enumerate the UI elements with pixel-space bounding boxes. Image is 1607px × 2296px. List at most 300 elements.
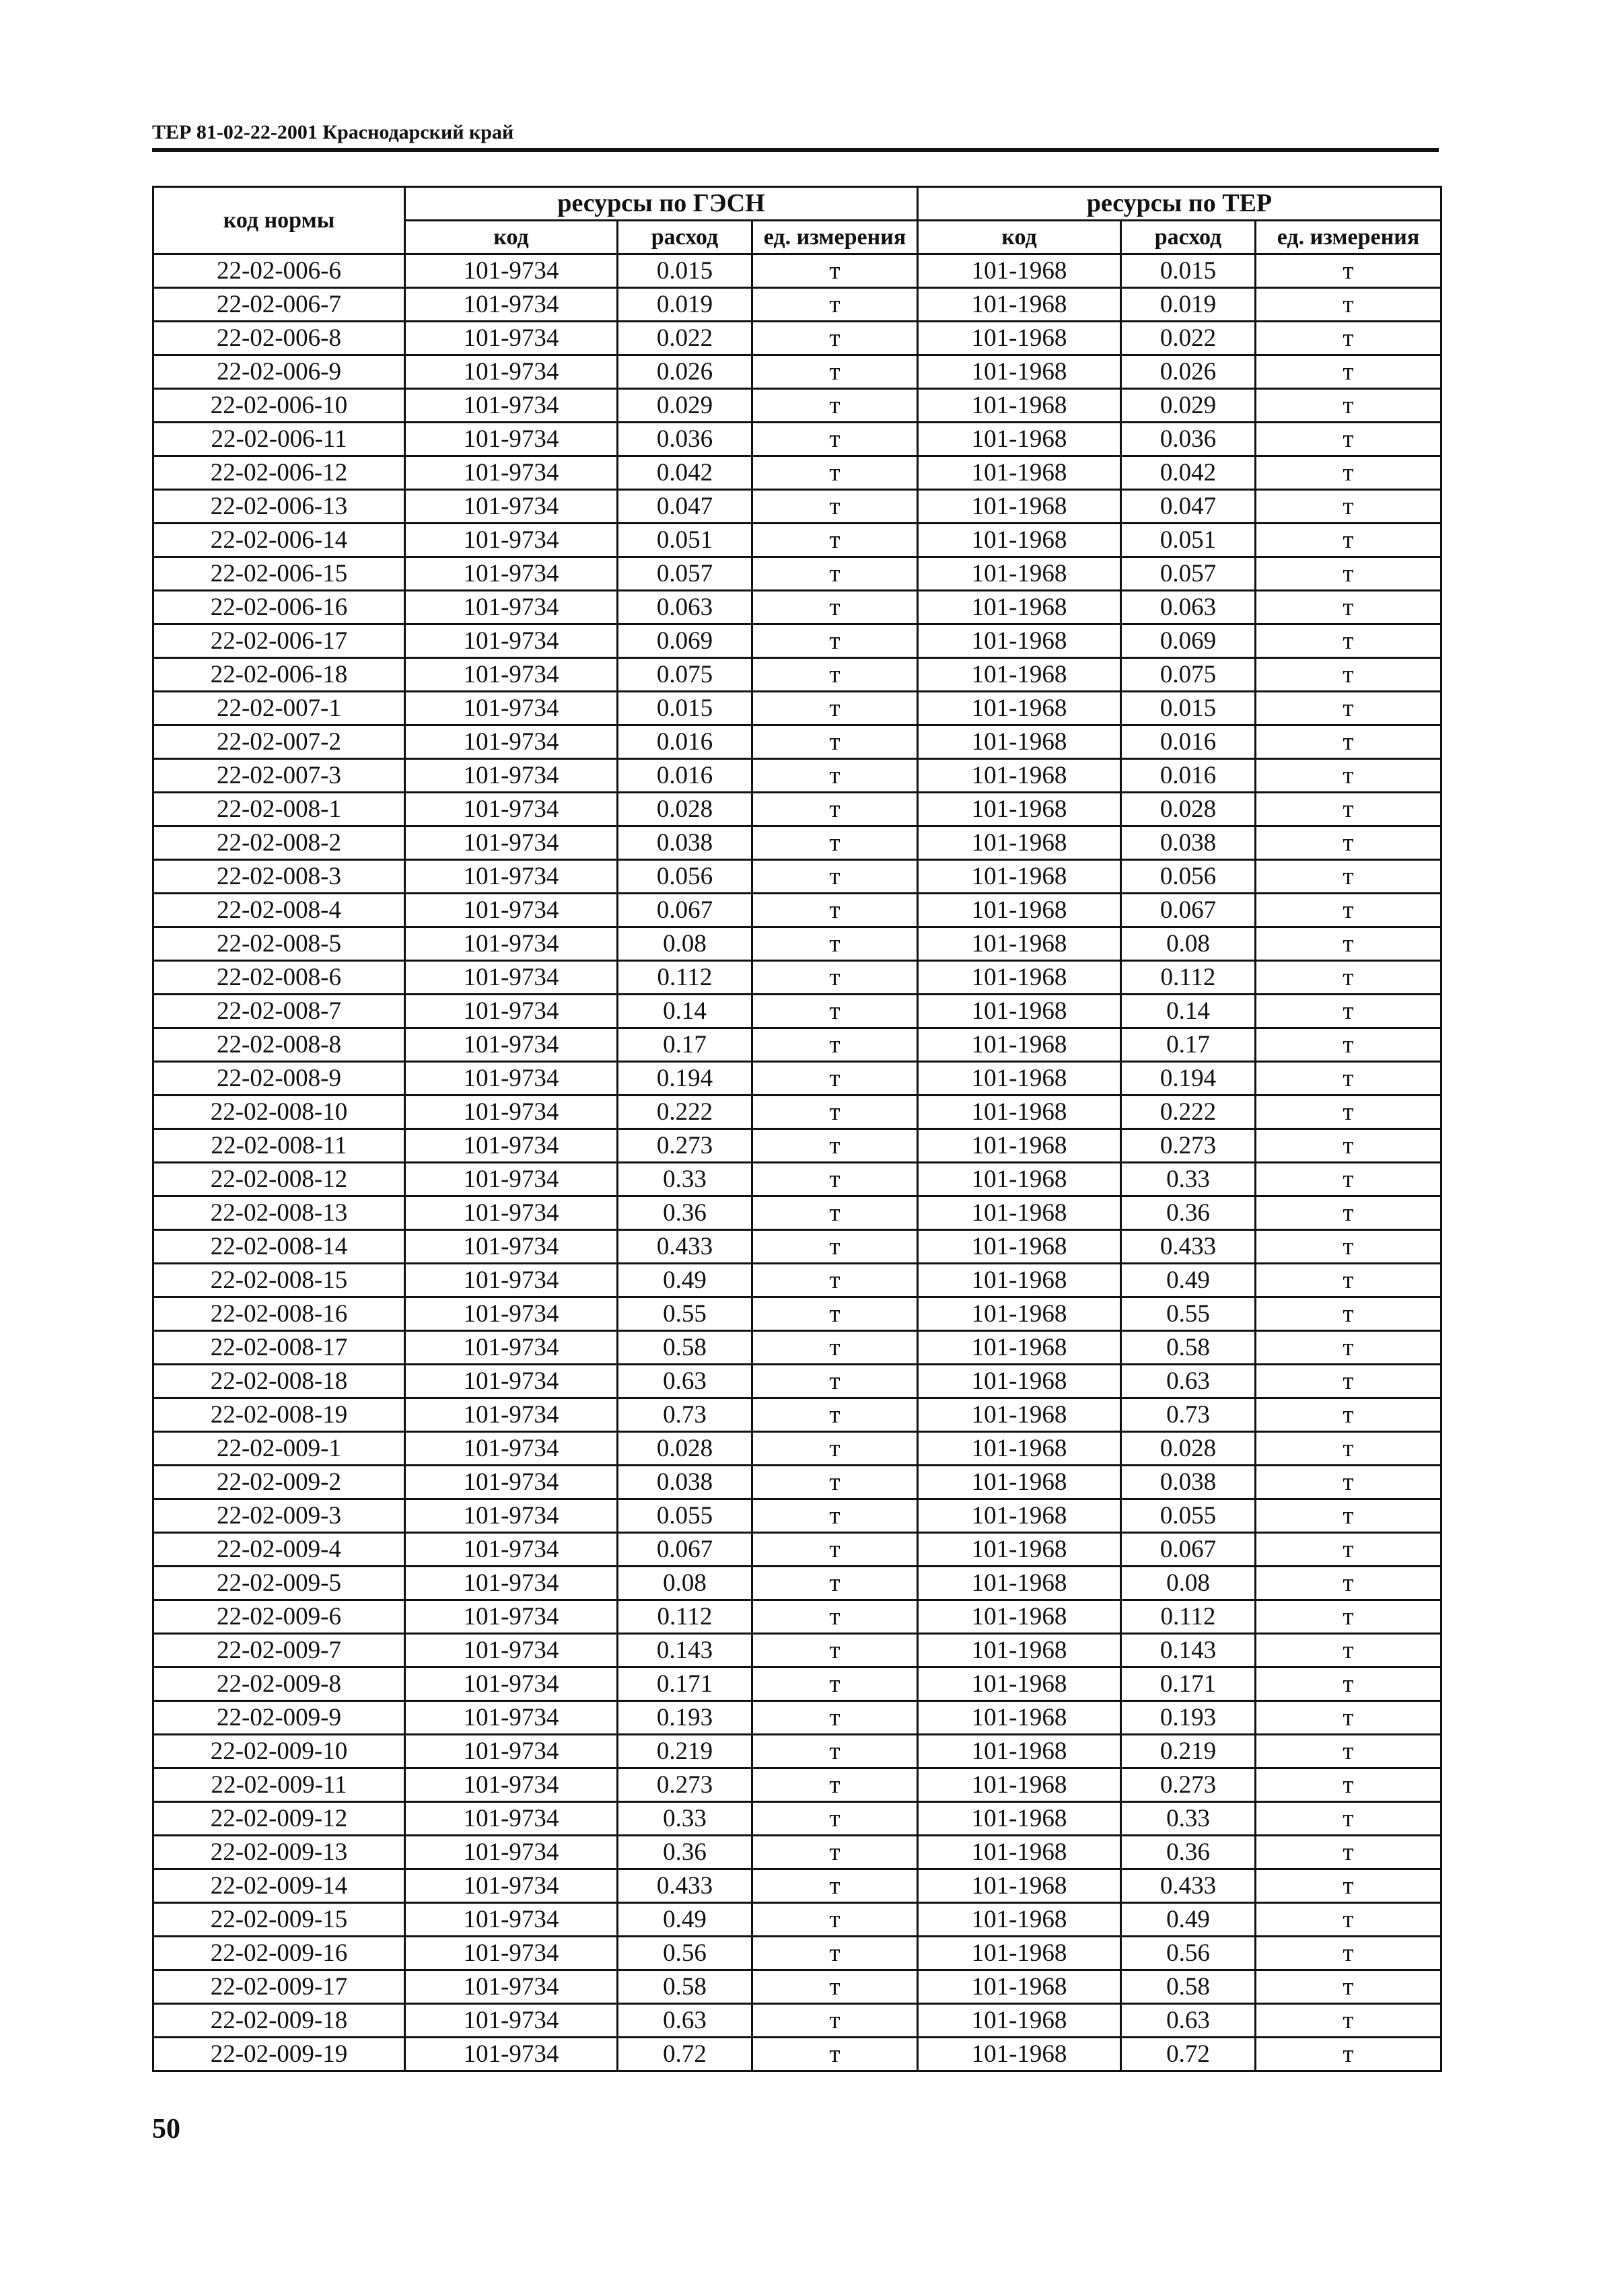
ter-unit-cell: т (1256, 2038, 1441, 2071)
gesn-unit-cell: т (752, 1701, 918, 1735)
gesn-code-cell: 101-9734 (405, 860, 618, 894)
ter-unit-cell: т (1256, 1163, 1441, 1196)
gesn-code-cell: 101-9734 (405, 995, 618, 1028)
norm-code-cell: 22-02-006-13 (153, 490, 405, 524)
ter-consumption-cell: 0.075 (1121, 658, 1256, 692)
ter-unit-cell: т (1256, 1297, 1441, 1331)
ter-consumption-cell: 0.193 (1121, 1701, 1256, 1735)
gesn-code-cell: 101-9734 (405, 1331, 618, 1365)
norm-code-cell: 22-02-006-16 (153, 591, 405, 624)
table-row (153, 288, 1441, 322)
ter-code-cell: 101-1968 (918, 961, 1121, 995)
ter-consumption-cell: 0.49 (1121, 1903, 1256, 1937)
gesn-code-cell: 101-9734 (405, 423, 618, 456)
ter-code-cell: 101-1968 (918, 860, 1121, 894)
ter-consumption-cell: 0.069 (1121, 624, 1256, 658)
ter-code-cell: 101-1968 (918, 524, 1121, 557)
table-row (153, 725, 1441, 759)
gesn-unit-cell: т (752, 1129, 918, 1163)
table-row (153, 1836, 1441, 1869)
ter-code-cell: 101-1968 (918, 1129, 1121, 1163)
ter-code-cell: 101-1968 (918, 1903, 1121, 1937)
gesn-code-cell: 101-9734 (405, 961, 618, 995)
ter-unit-cell: т (1256, 322, 1441, 355)
col-header-gesn-unit: ед. измерения (752, 221, 918, 254)
ter-unit-cell: т (1256, 961, 1441, 995)
gesn-unit-cell: т (752, 389, 918, 423)
gesn-unit-cell: т (752, 322, 918, 355)
norm-code-cell: 22-02-009-12 (153, 1802, 405, 1836)
ter-code-cell: 101-1968 (918, 1365, 1121, 1398)
ter-consumption-cell: 0.057 (1121, 557, 1256, 591)
norm-code-cell: 22-02-007-1 (153, 692, 405, 725)
gesn-consumption-cell: 0.067 (618, 1533, 752, 1567)
gesn-code-cell: 101-9734 (405, 624, 618, 658)
gesn-unit-cell: т (752, 591, 918, 624)
norm-code-cell: 22-02-009-3 (153, 1499, 405, 1533)
ter-code-cell: 101-1968 (918, 1398, 1121, 1432)
gesn-unit-cell: т (752, 1600, 918, 1634)
ter-consumption-cell: 0.026 (1121, 355, 1256, 389)
gesn-code-cell: 101-9734 (405, 524, 618, 557)
ter-unit-cell: т (1256, 658, 1441, 692)
ter-code-cell: 101-1968 (918, 1163, 1121, 1196)
ter-consumption-cell: 0.036 (1121, 423, 1256, 456)
gesn-unit-cell: т (752, 692, 918, 725)
ter-consumption-cell: 0.028 (1121, 793, 1256, 826)
gesn-unit-cell: т (752, 1667, 918, 1701)
table-row (153, 1768, 1441, 1802)
gesn-consumption-cell: 0.58 (618, 1970, 752, 2004)
group-header-ter: ресурсы по ТЕР (918, 187, 1441, 221)
norm-code-cell: 22-02-008-14 (153, 1230, 405, 1264)
table-row (153, 1331, 1441, 1365)
ter-consumption-cell: 0.038 (1121, 826, 1256, 860)
gesn-consumption-cell: 0.193 (618, 1701, 752, 1735)
ter-consumption-cell: 0.063 (1121, 591, 1256, 624)
ter-unit-cell: т (1256, 1634, 1441, 1667)
table-row (153, 1365, 1441, 1398)
ter-unit-cell: т (1256, 389, 1441, 423)
ter-unit-cell: т (1256, 995, 1441, 1028)
norm-code-cell: 22-02-009-4 (153, 1533, 405, 1567)
ter-unit-cell: т (1256, 860, 1441, 894)
gesn-consumption-cell: 0.273 (618, 1768, 752, 1802)
table-row (153, 2038, 1441, 2071)
ter-consumption-cell: 0.08 (1121, 1567, 1256, 1600)
gesn-code-cell: 101-9734 (405, 1937, 618, 1970)
gesn-consumption-cell: 0.143 (618, 1634, 752, 1667)
ter-code-cell: 101-1968 (918, 1196, 1121, 1230)
ter-code-cell: 101-1968 (918, 1735, 1121, 1768)
ter-consumption-cell: 0.273 (1121, 1129, 1256, 1163)
norm-code-cell: 22-02-009-16 (153, 1937, 405, 1970)
gesn-code-cell: 101-9734 (405, 1970, 618, 2004)
norm-code-cell: 22-02-008-13 (153, 1196, 405, 1230)
table-row (153, 759, 1441, 793)
ter-consumption-cell: 0.08 (1121, 927, 1256, 961)
table-row (153, 591, 1441, 624)
ter-consumption-cell: 0.273 (1121, 1768, 1256, 1802)
norm-code-cell: 22-02-006-7 (153, 288, 405, 322)
ter-unit-cell: т (1256, 1735, 1441, 1768)
norm-code-cell: 22-02-006-8 (153, 322, 405, 355)
ter-consumption-cell: 0.49 (1121, 1264, 1256, 1297)
gesn-unit-cell: т (752, 1836, 918, 1869)
gesn-consumption-cell: 0.036 (618, 423, 752, 456)
gesn-code-cell: 101-9734 (405, 759, 618, 793)
ter-unit-cell: т (1256, 826, 1441, 860)
norm-code-cell: 22-02-008-9 (153, 1062, 405, 1096)
gesn-consumption-cell: 0.047 (618, 490, 752, 524)
ter-code-cell: 101-1968 (918, 725, 1121, 759)
norm-code-cell: 22-02-006-17 (153, 624, 405, 658)
gesn-code-cell: 101-9734 (405, 1365, 618, 1398)
ter-code-cell: 101-1968 (918, 894, 1121, 927)
gesn-consumption-cell: 0.042 (618, 456, 752, 490)
gesn-consumption-cell: 0.273 (618, 1129, 752, 1163)
ter-consumption-cell: 0.056 (1121, 860, 1256, 894)
table-row (153, 2004, 1441, 2038)
gesn-consumption-cell: 0.028 (618, 1432, 752, 1466)
gesn-code-cell: 101-9734 (405, 1398, 618, 1432)
gesn-code-cell: 101-9734 (405, 725, 618, 759)
gesn-consumption-cell: 0.019 (618, 288, 752, 322)
gesn-consumption-cell: 0.56 (618, 1937, 752, 1970)
norm-code-cell: 22-02-008-16 (153, 1297, 405, 1331)
ter-code-cell: 101-1968 (918, 1297, 1121, 1331)
gesn-consumption-cell: 0.056 (618, 860, 752, 894)
gesn-consumption-cell: 0.029 (618, 389, 752, 423)
gesn-code-cell: 101-9734 (405, 355, 618, 389)
gesn-code-cell: 101-9734 (405, 1567, 618, 1600)
ter-consumption-cell: 0.112 (1121, 961, 1256, 995)
table-row (153, 1163, 1441, 1196)
ter-code-cell: 101-1968 (918, 1667, 1121, 1701)
gesn-consumption-cell: 0.33 (618, 1163, 752, 1196)
norm-code-cell: 22-02-007-2 (153, 725, 405, 759)
page-header (152, 120, 1439, 153)
col-header-ter-consumption: расход (1121, 221, 1256, 254)
ter-consumption-cell: 0.58 (1121, 1331, 1256, 1365)
gesn-unit-cell: т (752, 860, 918, 894)
table-row (153, 524, 1441, 557)
gesn-unit-cell: т (752, 826, 918, 860)
gesn-code-cell: 101-9734 (405, 1028, 618, 1062)
ter-unit-cell: т (1256, 1230, 1441, 1264)
ter-unit-cell: т (1256, 1869, 1441, 1903)
table-row (153, 1937, 1441, 1970)
norm-code-cell: 22-02-006-18 (153, 658, 405, 692)
ter-unit-cell: т (1256, 557, 1441, 591)
ter-consumption-cell: 0.219 (1121, 1735, 1256, 1768)
ter-unit-cell: т (1256, 1667, 1441, 1701)
gesn-unit-cell: т (752, 927, 918, 961)
gesn-unit-cell: т (752, 288, 918, 322)
gesn-unit-cell: т (752, 1869, 918, 1903)
gesn-consumption-cell: 0.63 (618, 2004, 752, 2038)
norm-code-cell: 22-02-008-12 (153, 1163, 405, 1196)
norm-code-cell: 22-02-008-6 (153, 961, 405, 995)
ter-unit-cell: т (1256, 1701, 1441, 1735)
gesn-consumption-cell: 0.028 (618, 793, 752, 826)
ter-unit-cell: т (1256, 456, 1441, 490)
ter-code-cell: 101-1968 (918, 658, 1121, 692)
ter-code-cell: 101-1968 (918, 1230, 1121, 1264)
gesn-unit-cell: т (752, 793, 918, 826)
gesn-code-cell: 101-9734 (405, 1096, 618, 1129)
ter-code-cell: 101-1968 (918, 1331, 1121, 1365)
gesn-consumption-cell: 0.58 (618, 1331, 752, 1365)
ter-consumption-cell: 0.022 (1121, 322, 1256, 355)
gesn-unit-cell: т (752, 894, 918, 927)
ter-code-cell: 101-1968 (918, 1634, 1121, 1667)
gesn-code-cell: 101-9734 (405, 1903, 618, 1937)
ter-consumption-cell: 0.33 (1121, 1163, 1256, 1196)
ter-code-cell: 101-1968 (918, 1432, 1121, 1466)
table-row (153, 1264, 1441, 1297)
ter-consumption-cell: 0.72 (1121, 2038, 1256, 2071)
col-header-gesn-consumption: расход (618, 221, 752, 254)
gesn-code-cell: 101-9734 (405, 1735, 618, 1768)
ter-code-cell: 101-1968 (918, 591, 1121, 624)
gesn-consumption-cell: 0.433 (618, 1230, 752, 1264)
ter-consumption-cell: 0.029 (1121, 389, 1256, 423)
norm-code-cell: 22-02-009-10 (153, 1735, 405, 1768)
gesn-unit-cell: т (752, 1230, 918, 1264)
ter-consumption-cell: 0.015 (1121, 254, 1256, 288)
table-row (153, 1499, 1441, 1533)
gesn-code-cell: 101-9734 (405, 591, 618, 624)
table-row (153, 1196, 1441, 1230)
gesn-unit-cell: т (752, 355, 918, 389)
gesn-unit-cell: т (752, 658, 918, 692)
ter-code-cell: 101-1968 (918, 1701, 1121, 1735)
gesn-consumption-cell: 0.17 (618, 1028, 752, 1062)
ter-code-cell: 101-1968 (918, 254, 1121, 288)
ter-consumption-cell: 0.63 (1121, 2004, 1256, 2038)
gesn-unit-cell: т (752, 456, 918, 490)
table-row (153, 389, 1441, 423)
norm-code-cell: 22-02-007-3 (153, 759, 405, 793)
gesn-unit-cell: т (752, 254, 918, 288)
gesn-consumption-cell: 0.055 (618, 1499, 752, 1533)
table-row (153, 1634, 1441, 1667)
gesn-code-cell: 101-9734 (405, 1768, 618, 1802)
gesn-unit-cell: т (752, 1970, 918, 2004)
gesn-code-cell: 101-9734 (405, 1600, 618, 1634)
ter-unit-cell: т (1256, 1129, 1441, 1163)
ter-consumption-cell: 0.14 (1121, 995, 1256, 1028)
ter-code-cell: 101-1968 (918, 456, 1121, 490)
ter-consumption-cell: 0.016 (1121, 725, 1256, 759)
ter-consumption-cell: 0.015 (1121, 692, 1256, 725)
gesn-consumption-cell: 0.222 (618, 1096, 752, 1129)
gesn-code-cell: 101-9734 (405, 456, 618, 490)
table-row (153, 624, 1441, 658)
norm-code-cell: 22-02-006-11 (153, 423, 405, 456)
table-row (153, 658, 1441, 692)
ter-unit-cell: т (1256, 1768, 1441, 1802)
table-row (153, 1230, 1441, 1264)
gesn-code-cell: 101-9734 (405, 692, 618, 725)
gesn-consumption-cell: 0.219 (618, 1735, 752, 1768)
ter-unit-cell: т (1256, 624, 1441, 658)
gesn-consumption-cell: 0.33 (618, 1802, 752, 1836)
ter-unit-cell: т (1256, 1903, 1441, 1937)
ter-consumption-cell: 0.194 (1121, 1062, 1256, 1096)
gesn-consumption-cell: 0.112 (618, 1600, 752, 1634)
col-header-norm-code: код нормы (153, 187, 405, 254)
ter-code-cell: 101-1968 (918, 1533, 1121, 1567)
ter-code-cell: 101-1968 (918, 2038, 1121, 2071)
norm-code-cell: 22-02-008-5 (153, 927, 405, 961)
gesn-unit-cell: т (752, 961, 918, 995)
ter-unit-cell: т (1256, 254, 1441, 288)
gesn-unit-cell: т (752, 524, 918, 557)
gesn-unit-cell: т (752, 995, 918, 1028)
table-row (153, 1701, 1441, 1735)
gesn-code-cell: 101-9734 (405, 1230, 618, 1264)
gesn-consumption-cell: 0.63 (618, 1365, 752, 1398)
gesn-consumption-cell: 0.194 (618, 1062, 752, 1096)
norm-code-cell: 22-02-008-1 (153, 793, 405, 826)
gesn-unit-cell: т (752, 2004, 918, 2038)
ter-unit-cell: т (1256, 725, 1441, 759)
gesn-consumption-cell: 0.49 (618, 1264, 752, 1297)
table-row (153, 355, 1441, 389)
ter-code-cell: 101-1968 (918, 1466, 1121, 1499)
gesn-unit-cell: т (752, 1062, 918, 1096)
ter-unit-cell: т (1256, 1533, 1441, 1567)
norm-code-cell: 22-02-009-8 (153, 1667, 405, 1701)
gesn-consumption-cell: 0.36 (618, 1836, 752, 1869)
norm-code-cell: 22-02-009-11 (153, 1768, 405, 1802)
gesn-consumption-cell: 0.057 (618, 557, 752, 591)
gesn-unit-cell: т (752, 1096, 918, 1129)
table-row (153, 1096, 1441, 1129)
gesn-code-cell: 101-9734 (405, 793, 618, 826)
gesn-unit-cell: т (752, 1937, 918, 1970)
norm-code-cell: 22-02-009-9 (153, 1701, 405, 1735)
table-row (153, 995, 1441, 1028)
table-row (153, 322, 1441, 355)
norm-code-cell: 22-02-006-6 (153, 254, 405, 288)
ter-unit-cell: т (1256, 1567, 1441, 1600)
gesn-code-cell: 101-9734 (405, 2004, 618, 2038)
ter-unit-cell: т (1256, 1937, 1441, 1970)
ter-code-cell: 101-1968 (918, 322, 1121, 355)
gesn-code-cell: 101-9734 (405, 254, 618, 288)
ter-code-cell: 101-1968 (918, 1096, 1121, 1129)
ter-code-cell: 101-1968 (918, 2004, 1121, 2038)
norm-code-cell: 22-02-008-15 (153, 1264, 405, 1297)
gesn-unit-cell: т (752, 1163, 918, 1196)
gesn-code-cell: 101-9734 (405, 1196, 618, 1230)
table-body (153, 254, 1441, 2071)
gesn-consumption-cell: 0.022 (618, 322, 752, 355)
gesn-code-cell: 101-9734 (405, 322, 618, 355)
ter-code-cell: 101-1968 (918, 1499, 1121, 1533)
table-row (153, 1062, 1441, 1096)
gesn-consumption-cell: 0.075 (618, 658, 752, 692)
norm-code-cell: 22-02-009-2 (153, 1466, 405, 1499)
norm-code-cell: 22-02-009-17 (153, 1970, 405, 2004)
gesn-consumption-cell: 0.016 (618, 725, 752, 759)
page-number: 50 (152, 2114, 180, 2145)
ter-unit-cell: т (1256, 490, 1441, 524)
table-row (153, 1735, 1441, 1768)
ter-code-cell: 101-1968 (918, 692, 1121, 725)
gesn-consumption-cell: 0.49 (618, 1903, 752, 1937)
ter-code-cell: 101-1968 (918, 1937, 1121, 1970)
ter-code-cell: 101-1968 (918, 1264, 1121, 1297)
gesn-unit-cell: т (752, 1365, 918, 1398)
gesn-unit-cell: т (752, 1398, 918, 1432)
table-row (153, 1802, 1441, 1836)
gesn-unit-cell: т (752, 1499, 918, 1533)
gesn-code-cell: 101-9734 (405, 1163, 618, 1196)
gesn-unit-cell: т (752, 557, 918, 591)
ter-code-cell: 101-1968 (918, 1062, 1121, 1096)
gesn-code-cell: 101-9734 (405, 2038, 618, 2071)
ter-unit-cell: т (1256, 692, 1441, 725)
table-row (153, 254, 1441, 288)
gesn-unit-cell: т (752, 1432, 918, 1466)
resources-table (152, 186, 1442, 2072)
gesn-code-cell: 101-9734 (405, 1533, 618, 1567)
gesn-code-cell: 101-9734 (405, 1129, 618, 1163)
ter-consumption-cell: 0.56 (1121, 1937, 1256, 1970)
gesn-unit-cell: т (752, 1331, 918, 1365)
ter-unit-cell: т (1256, 355, 1441, 389)
ter-consumption-cell: 0.63 (1121, 1365, 1256, 1398)
gesn-unit-cell: т (752, 1533, 918, 1567)
ter-consumption-cell: 0.051 (1121, 524, 1256, 557)
ter-code-cell: 101-1968 (918, 995, 1121, 1028)
ter-code-cell: 101-1968 (918, 793, 1121, 826)
ter-code-cell: 101-1968 (918, 927, 1121, 961)
ter-consumption-cell: 0.067 (1121, 894, 1256, 927)
gesn-consumption-cell: 0.73 (618, 1398, 752, 1432)
table-row (153, 1600, 1441, 1634)
table-row (153, 1028, 1441, 1062)
table-row (153, 1297, 1441, 1331)
gesn-unit-cell: т (752, 1264, 918, 1297)
gesn-unit-cell: т (752, 759, 918, 793)
ter-unit-cell: т (1256, 2004, 1441, 2038)
norm-code-cell: 22-02-006-9 (153, 355, 405, 389)
table-row (153, 793, 1441, 826)
table-row (153, 456, 1441, 490)
gesn-consumption-cell: 0.112 (618, 961, 752, 995)
gesn-unit-cell: т (752, 1297, 918, 1331)
norm-code-cell: 22-02-008-11 (153, 1129, 405, 1163)
gesn-consumption-cell: 0.015 (618, 692, 752, 725)
gesn-unit-cell: т (752, 1196, 918, 1230)
norm-code-cell: 22-02-008-19 (153, 1398, 405, 1432)
ter-code-cell: 101-1968 (918, 557, 1121, 591)
gesn-consumption-cell: 0.08 (618, 1567, 752, 1600)
table-row (153, 1970, 1441, 2004)
ter-consumption-cell: 0.143 (1121, 1634, 1256, 1667)
ter-code-cell: 101-1968 (918, 1802, 1121, 1836)
ter-unit-cell: т (1256, 1600, 1441, 1634)
ter-consumption-cell: 0.433 (1121, 1230, 1256, 1264)
ter-code-cell: 101-1968 (918, 759, 1121, 793)
gesn-code-cell: 101-9734 (405, 1869, 618, 1903)
norm-code-cell: 22-02-006-10 (153, 389, 405, 423)
